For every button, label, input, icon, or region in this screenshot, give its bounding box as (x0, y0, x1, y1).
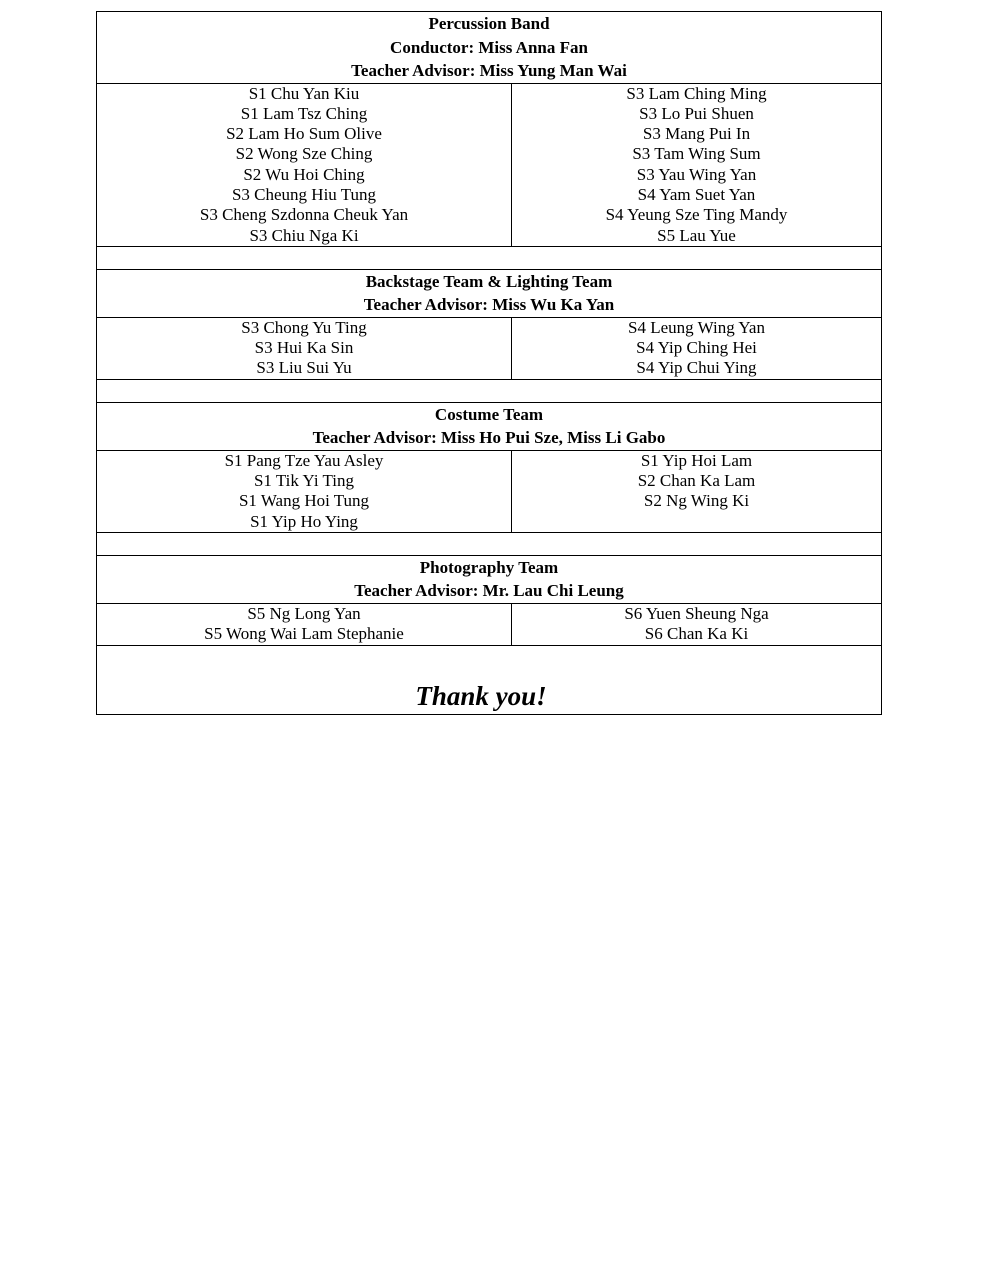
spacer-cell (97, 379, 882, 402)
closing-cell (97, 645, 882, 714)
section-advisor: Conductor: Miss Anna Fan (390, 37, 588, 57)
member-name: S3 Cheung Hiu Tung (231, 184, 377, 204)
percussion-band-members-row (97, 83, 882, 246)
costume-team-members-right-column (512, 450, 882, 532)
section-spacer-row (97, 379, 882, 402)
section-title: Backstage Team & Lighting Team (365, 271, 613, 291)
section-title: Costume Team (434, 404, 544, 424)
costume-team-header-row (97, 402, 882, 450)
photography-team-header-row (97, 555, 882, 603)
backstage-team-and-lighting-team-header-row (97, 269, 882, 317)
section-advisor: Teacher Advisor: Mr. Lau Chi Leung (354, 581, 624, 601)
member-name: S3 Cheng Szdonna Cheuk Yan (199, 205, 409, 225)
percussion-band-header-cell (97, 12, 882, 84)
section-title: Percussion Band (428, 14, 550, 33)
member-name: S2 Wu Hoi Ching (243, 164, 365, 184)
closing-row (97, 645, 882, 714)
costume-team-members-left-column (97, 450, 512, 532)
member-name: S1 Wang Hoi Tung (238, 491, 370, 511)
member-name: S4 Yip Chui Ying (636, 358, 757, 378)
member-name: S5 Lau Yue (657, 225, 736, 245)
spacer-cell (97, 532, 882, 555)
percussion-band-members-left-column (97, 83, 512, 246)
member-name: S1 Chu Yan Kiu (248, 83, 360, 103)
section-advisor: Teacher Advisor: Miss Yung Man Wai (351, 61, 627, 80)
spacer-cell (97, 246, 882, 269)
backstage-team-and-lighting-team-members-left-column (97, 317, 512, 379)
member-name: S3 Hui Ka Sin (254, 338, 354, 358)
member-name: S2 Lam Ho Sum Olive (226, 124, 382, 144)
member-name: S1 Lam Tsz Ching (240, 103, 368, 123)
photography-team-header-cell (97, 555, 882, 603)
member-name: S4 Yeung Sze Ting Mandy (605, 205, 788, 225)
member-name: S1 Tik Yi Ting (253, 471, 355, 491)
photography-team-members-right-column (512, 603, 882, 645)
member-name: S3 Lam Ching Ming (626, 83, 767, 103)
percussion-band-header-row (97, 12, 882, 84)
photography-team-members-left-column (97, 603, 512, 645)
member-name: S3 Tam Wing Sum (632, 144, 761, 164)
member-name: S1 Pang Tze Yau Asley (224, 450, 384, 470)
member-name: S5 Wong Wai Lam Stephanie (204, 624, 404, 644)
backstage-team-and-lighting-team-header-cell (97, 269, 882, 317)
member-name: S6 Yuen Sheung Nga (624, 603, 769, 623)
section-spacer-row (97, 532, 882, 555)
section-advisor: Teacher Advisor: Miss Wu Ka Yan (363, 295, 615, 315)
costume-team-members-row (97, 450, 882, 532)
member-name: S4 Yam Suet Yan (637, 184, 756, 204)
member-name: S2 Wong Sze Ching (235, 144, 373, 164)
member-name: S2 Chan Ka Lam (637, 471, 756, 491)
section-spacer-row (97, 246, 882, 269)
member-name: S3 Yau Wing Yan (636, 164, 757, 184)
thank-you-text: Thank you! (415, 680, 547, 711)
member-name: S2 Ng Wing Ki (643, 491, 750, 511)
member-name: S3 Chiu Nga Ki (249, 225, 359, 245)
member-name: S1 Yip Hoi Lam (640, 450, 753, 470)
member-name: S4 Leung Wing Yan (628, 317, 765, 337)
member-name: S6 Chan Ka Ki (644, 624, 749, 644)
backstage-team-and-lighting-team-members-right-column (512, 317, 882, 379)
section-advisor: Teacher Advisor: Miss Ho Pui Sze, Miss Li Gabo (312, 428, 666, 448)
backstage-team-and-lighting-team-members-row (97, 317, 882, 379)
member-name: S5 Ng Long Yan (247, 603, 361, 623)
percussion-band-members-right-column (512, 83, 882, 246)
member-name: S3 Chong Yu Ting (241, 317, 367, 337)
credits-table (96, 11, 882, 715)
costume-team-header-cell (97, 402, 882, 450)
member-name: S3 Mang Pui In (642, 124, 751, 144)
member-name: S1 Yip Ho Ying (250, 511, 358, 531)
photography-team-members-row (97, 603, 882, 645)
member-name: S3 Lo Pui Shuen (639, 103, 754, 123)
section-title: Photography Team (419, 557, 559, 577)
member-name: S3 Liu Sui Yu (256, 358, 352, 378)
member-name: S4 Yip Ching Hei (636, 338, 757, 358)
